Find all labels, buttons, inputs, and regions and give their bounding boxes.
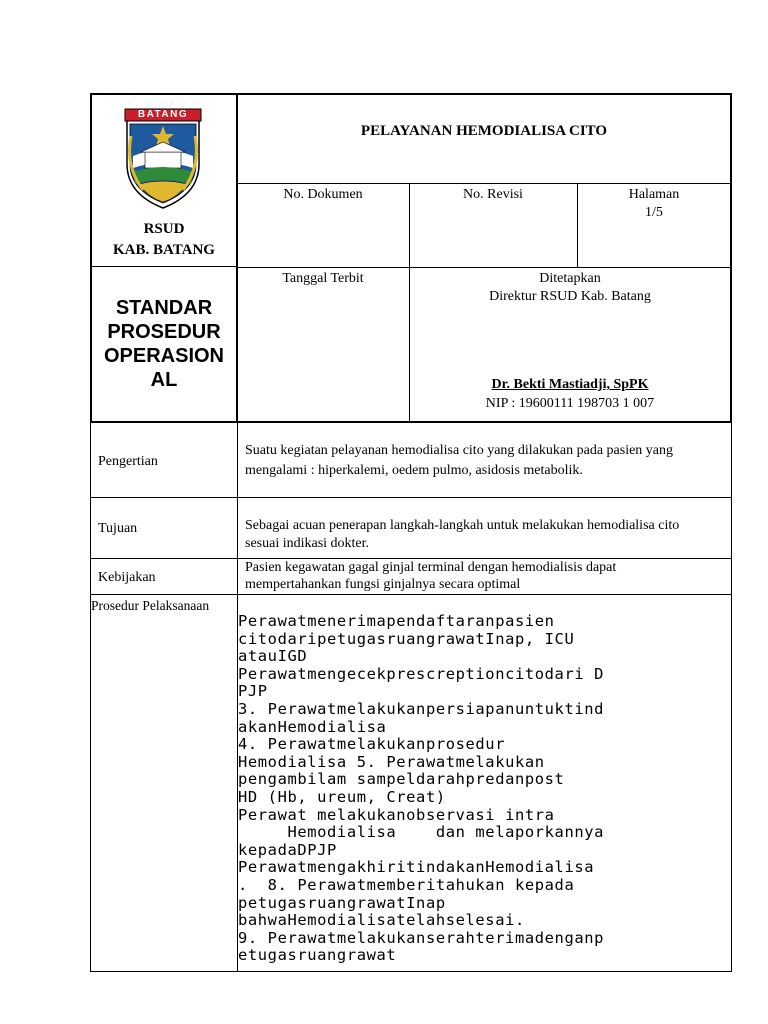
- halaman-label: Halaman: [628, 187, 680, 202]
- prosedur-label: Prosedur Pelaksanaan: [91, 598, 210, 613]
- prosedur-line: Hemodialisa 5. Perawatmelakukan: [238, 752, 545, 771]
- halaman-value: 1/5: [645, 205, 663, 220]
- kebijakan-label: Kebijakan: [98, 570, 156, 585]
- logo-banner-text: BATANG: [137, 109, 189, 120]
- pengertian-label: Pengertian: [98, 454, 158, 469]
- tujuan-text: [245, 517, 729, 553]
- line-under-dokumen: [237, 267, 731, 268]
- org-name-line1: RSUD: [143, 221, 185, 237]
- prosedur-line: Perawatmengecekprescreptioncitodari D: [238, 664, 605, 683]
- signatory-name-text: Dr. Bekti Mastiadji, SpPK: [491, 377, 649, 392]
- batang-logo-emblem: [121, 106, 205, 210]
- ditetapkan-label: Ditetapkan: [539, 271, 601, 286]
- prosedur-line: kepadaDPJP: [238, 840, 337, 859]
- document-title: PELAYANAN HEMODIALISA CITO: [360, 123, 608, 139]
- pengertian-text: [245, 441, 729, 481]
- kebijakan-text: [245, 559, 729, 593]
- tujuan-line: sesuai indikasi dokter.: [245, 536, 370, 551]
- line-under-kebijakan: [90, 594, 732, 595]
- prosedur-line: atauIGD: [238, 647, 308, 666]
- table-border-bottom: [90, 971, 732, 972]
- table-border-right-body: [731, 423, 732, 972]
- kebijakan-line: Pasien kegawatan gagal ginjal terminal dengan hemodialisis dapat: [245, 560, 617, 575]
- prosedur-line: 3. Perawatmelakukanpersiapanuntuktind: [238, 699, 605, 718]
- sop-label: [91, 296, 237, 392]
- prosedur-line: etugasruangrawat: [238, 946, 397, 965]
- prosedur-line: HD (Hb, ureum, Creat): [238, 787, 446, 806]
- prosedur-line: PJP: [238, 682, 268, 701]
- tanggal-terbit-label: Tanggal Terbit: [282, 271, 364, 286]
- sop-label-line: AL: [150, 369, 178, 391]
- prosedur-line: PerawatmengakhiritindakanHemodialisa: [238, 858, 595, 877]
- org-name-line2: KAB. BATANG: [113, 242, 215, 258]
- prosedur-line: Hemodialisa dan melaporkannya: [238, 823, 605, 842]
- no-dokumen-label: No. Dokumen: [283, 187, 363, 202]
- table-border-right-header: [730, 93, 732, 423]
- prosedur-steps: [238, 613, 730, 965]
- sop-label-line: PROSEDUR: [107, 321, 221, 343]
- prosedur-line: akanHemodialisa: [238, 717, 387, 736]
- prosedur-line: Perawat melakukanobservasi intra: [238, 805, 555, 824]
- line-left-header-split: [91, 266, 237, 267]
- no-revisi-label: No. Revisi: [463, 187, 523, 202]
- pengertian-line: Suatu kegiatan pelayanan hemodialisa cito yang dilakukan pada pasien yang: [245, 443, 674, 458]
- prosedur-line: bahwaHemodialisatelahselesai.: [238, 911, 525, 930]
- prosedur-line: petugasruangrawatInap: [238, 893, 446, 912]
- prosedur-line: 9. Perawatmelakukanserahterimadenganp: [238, 928, 605, 947]
- prosedur-line: citodaripetugasruangrawatInap, ICU: [238, 629, 575, 648]
- prosedur-line: Perawatmenerimapendaftaranpasien: [238, 612, 555, 630]
- sop-label-line: OPERASION: [103, 345, 225, 367]
- ditetapkan-by: Direktur RSUD Kab. Batang: [489, 289, 651, 304]
- table-border-top: [90, 93, 732, 95]
- tujuan-label: Tujuan: [98, 521, 138, 536]
- signatory-name: [409, 376, 731, 394]
- tujuan-line: Sebagai acuan penerapan langkah-langkah untuk melakukan hemodialisa cito: [245, 518, 680, 533]
- signatory-nip: NIP : 19600111 198703 1 007: [485, 396, 655, 411]
- prosedur-line: pengambilam sampeldarahpredanpost: [238, 770, 565, 789]
- pengertian-line: mengalami : hiperkalemi, oedem pulmo, asidosis metabolik.: [245, 463, 583, 478]
- prosedur-line: . 8. Perawatmemberitahukan kepada: [238, 875, 575, 894]
- table-border-header-bottom: [90, 421, 732, 423]
- table-border-left-body: [90, 423, 91, 972]
- shield-icon: [121, 106, 205, 210]
- prosedur-line: 4. Perawatmelakukanprosedur: [238, 735, 506, 754]
- line-under-pengertian: [90, 497, 732, 498]
- kebijakan-line: mempertahankan fungsi ginjalnya secara optimal: [245, 577, 521, 592]
- line-under-title: [237, 183, 731, 184]
- sop-label-line: STANDAR: [115, 297, 213, 319]
